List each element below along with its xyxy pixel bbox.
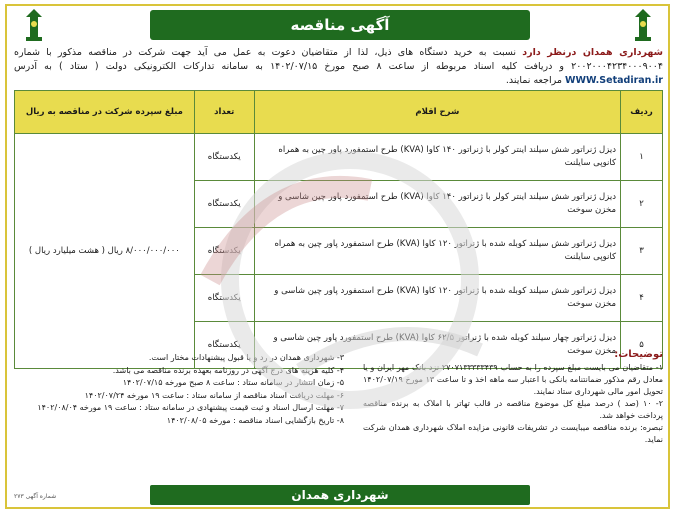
municipality-emblem-icon xyxy=(629,8,657,44)
header-row-number: ردیف xyxy=(621,91,663,134)
row-number: ۱ xyxy=(621,134,663,181)
row-description: دیزل ژنراتور چهار سیلند کوبله شده با ژنراتور ۶۲/۵ کاوا (KVA) طرح استمفورد پاور چین شاسی و مخزن سوخت xyxy=(254,322,620,369)
footer-title: شهرداری همدان xyxy=(291,488,389,502)
table-row xyxy=(15,134,663,181)
header-description: شرح اقلام xyxy=(254,91,620,134)
notes-right-column xyxy=(363,362,663,446)
row-number: ۳ xyxy=(621,228,663,275)
municipality-emblem-icon xyxy=(20,8,48,44)
note-item: ۳- شهرداری همدان در رد و یا قبول پیشنهادات مختار است. xyxy=(148,353,344,362)
deposit-amount: ۸/۰۰۰/۰۰۰/۰۰۰ ریال ( هشت میلیارد ریال ) xyxy=(15,134,195,369)
intro-paragraph xyxy=(14,46,663,88)
row-number: ۴ xyxy=(621,275,663,322)
ad-title: آگهی مناقصه xyxy=(290,16,390,34)
notes-title: توضیحات: xyxy=(614,349,663,360)
table-header-row xyxy=(15,91,663,134)
ad-title-banner xyxy=(150,10,530,40)
note-item: ۱- متقاضیان می بایست مبلغ سپرده را به حساب ۲۷۰۷۱۳۳۳۳۳۴۳۹ نزد بانک مهر ایران و یا معادل رقم مذکور ضمانتنامه بانکی با اعتبار سه ماهه اخذ و تا ساعت ۱۳ مورخ ۱۴۰۲/۰۷/۱۹ تحویل امور مالی شهرداری ستاد نمایند. xyxy=(363,363,664,396)
header-deposit: مبلغ سپرده شرکت در مناقصه به ریال xyxy=(15,91,195,134)
note-item: ۴- کلیه هزینه های درج آگهی در روزنامه بعهده برنده مناقصه می باشد. xyxy=(112,365,344,375)
row-description: دیزل ژنراتور شش سیلند کوبله شده با ژنراتور ۱۲۰ کاوا (KVA) طرح استمفورد پاور چین شاسی و مخزن سوخت xyxy=(254,275,620,322)
items-table xyxy=(14,90,663,369)
row-description: دیزل ژنراتور شش سیلند اینتر کولر با ژنراتور ۱۴۰ کاوا (KVA) طرح استمفورد پاور چین به همراه کانوپی سایلنت xyxy=(254,134,620,181)
note-item: تبصره: برنده مناقصه میبایست در تشریفات قانونی مزایده املاک شهرداری همدان شرکت نماید. xyxy=(363,423,663,444)
row-quantity: یکدستگاه xyxy=(194,181,254,228)
note-item: ۷- مهلت ارسال اسناد و ثبت قیمت پیشنهادی در سامانه ستاد : ساعت ۱۹ مورخه ۱۴۰۲/۰۸/۰۴ xyxy=(37,403,344,412)
row-description: دیزل ژنراتور شش سیلند کوبله شده با ژنراتور ۱۲۰ کاوا (KVA) طرح استمفورد پاور چین به همراه کانوپی سایلنت xyxy=(254,228,620,275)
note-item: ۸- تاریخ بازگشایی اسناد مناقصه : مورخه ۱۴۰۲/۰۸/۰۵ xyxy=(166,415,344,425)
row-quantity: یکدستگاه xyxy=(194,134,254,181)
note-item: ۶- مهلت دریافت اسناد مناقصه از سامانه ستاد : ساعت ۱۹ مورخه ۱۴۰۲/۰۷/۲۴ xyxy=(84,390,344,400)
intro-tail: مراجعه نمایند. xyxy=(505,75,562,86)
notes-left-column xyxy=(14,352,344,427)
row-quantity: یکدستگاه xyxy=(194,275,254,322)
row-number: ۲ xyxy=(621,181,663,228)
intro-text: نسبت به خرید دستگاه های ذیل، لذا از متقاضیان دعوت به عمل می آید جهت شرکت در مناقصه مذکور با شماره ۲۰۰۲۰۰۰۴۲۳۴۰۰۰۹۰۰۴ و دریافت کلیه اسناد مربوطه از ساعت ۸ صبح مورخ ۱۴۰۲/۰۷/۱۵ به سامانه تدارکات الکترونیکی دولت ( ستاد ) به آدرس xyxy=(14,47,663,72)
row-description: دیزل ژنراتور شش سیلند اینتر کولر با ژنراتور ۱۴۰ کاوا (KVA) طرح استمفورد پاور چین شاسی و مخزن سوخت xyxy=(254,181,620,228)
note-item: ۵- زمان انتشار در سامانه ستاد : ساعت ۸ صبح مورخه ۱۴۰۲/۰۷/۱۵ xyxy=(122,378,344,387)
row-quantity: یکدستگاه xyxy=(194,322,254,369)
note-item: ۲- ۱۰ (صد ) درصد مبلغ کل موضوع مناقصه در قالب تهاتر با املاک به برنده مناقصه پرداخت خواهد شد. xyxy=(363,399,663,420)
setad-link[interactable]: WWW.Setadiran.ir xyxy=(565,75,663,86)
ad-code: شماره آگهی ۲۷۳ xyxy=(14,493,57,500)
row-quantity: یکدستگاه xyxy=(194,228,254,275)
header-quantity: تعداد xyxy=(194,91,254,134)
footer-banner xyxy=(150,485,530,505)
row-number: ۵ xyxy=(621,322,663,369)
intro-org: شهرداری همدان درنظر دارد xyxy=(522,47,663,58)
